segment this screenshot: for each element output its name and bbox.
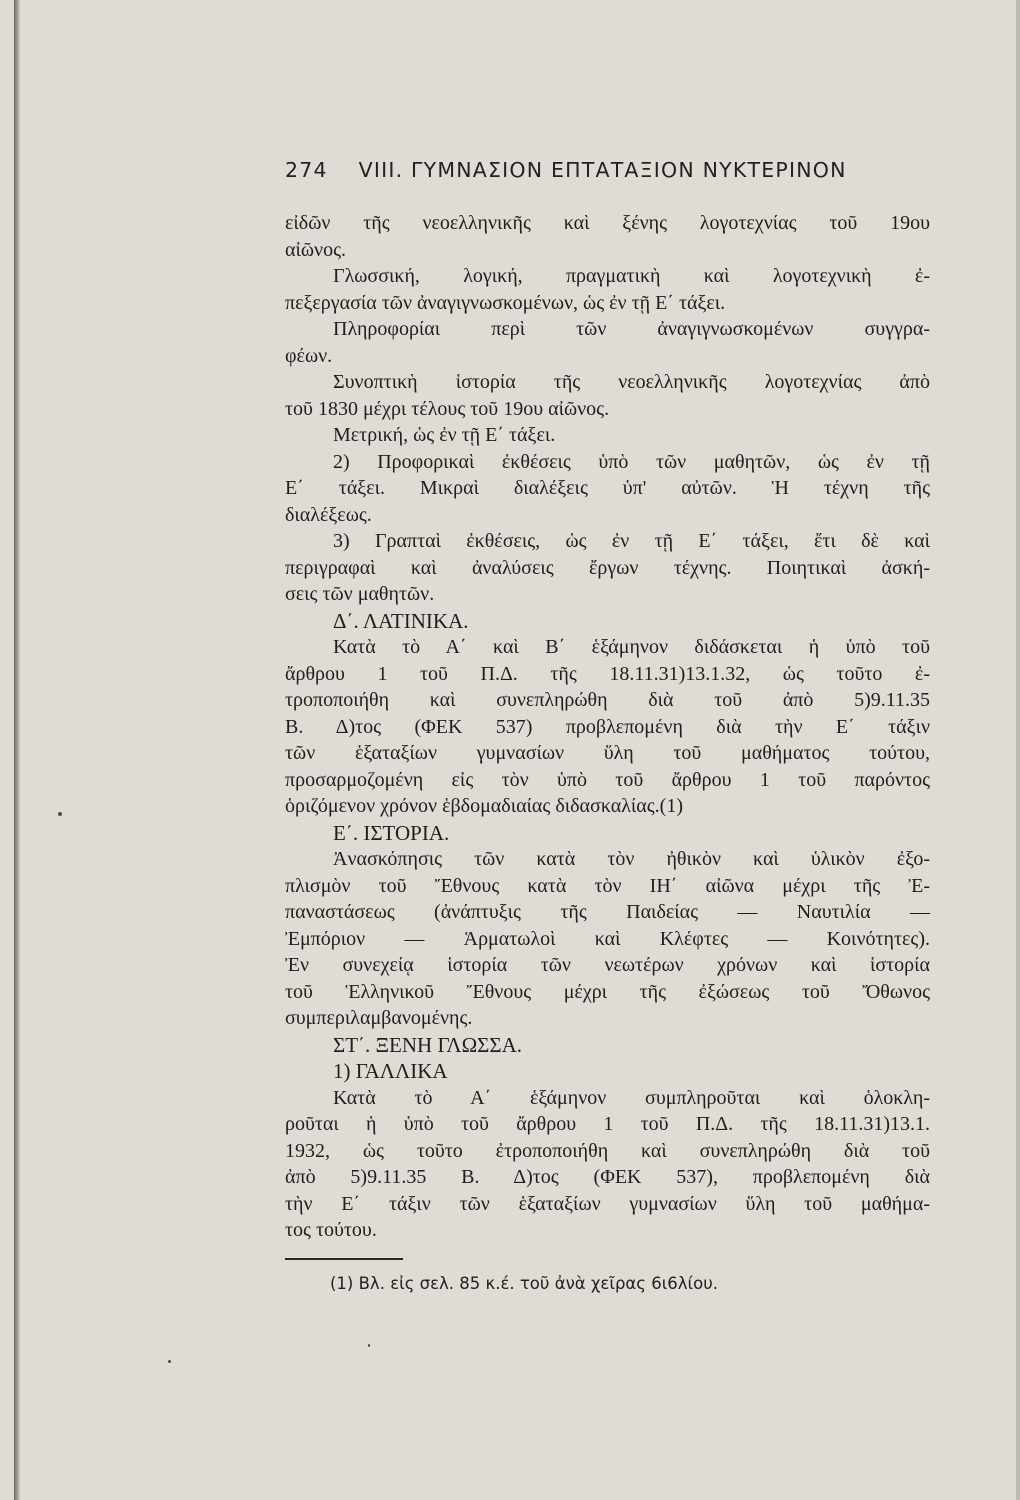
text-line: Β. Δ)τος (ΦΕΚ 537) προβλεπομένη διὰ τὴν Ε΄ τάξιν [285,715,930,738]
section-heading-foreign-language: ΣΤ΄. ΞΕΝΗ ΓΛΩΣΣΑ. [333,1032,523,1057]
text-line: ἀπὸ 5)9.11.35 Β. Δ)τος (ΦΕΚ 537), προβλεπομένη διὰ [285,1166,930,1188]
text-line: ὁριζόμενον χρόνον ἑβδομαδιαίας διδασκαλίας.(1) [285,795,683,817]
text-line: Ἀνασκόπησις τῶν κατὰ τὸν ἠθικὸν καὶ ὑλικὸν ἐξο- [333,848,930,870]
text-line: ροῦται ἡ ὑπὸ τοῦ ἄρθρου 1 τοῦ Π.Δ. τῆς 18.11.31)13.1. [285,1113,930,1135]
text-line: Κατὰ τὸ Α΄ καὶ Β΄ ἑξάμηνον διδάσκεται ἡ ὑπὸ τοῦ [333,636,930,658]
text-line: Συνοπτικὴ ἱστορία τῆς νεοελληνικῆς λογοτεχνίας ἀπὸ [333,371,930,393]
text-line: 2) Προφορικαὶ ἐκθέσεις ὑπὸ τῶν μαθητῶν, ὡς ἐν τῇ [333,450,930,473]
footnote: (1) Βλ. εἰς σελ. 85 κ.έ. τοῦ ἀνὰ χεῖρας 6ι6λίου. [330,1274,719,1293]
footnote-rule [285,1258,403,1260]
text-line: ἄρθρου 1 τοῦ Π.Δ. τῆς 18.11.31)13.1.32, ὡς τοῦτο ἐ- [285,662,930,685]
text-line: εἰδῶν τῆς νεοελληνικῆς καὶ ξένης λογοτεχνίας τοῦ 19ου [285,212,930,234]
text-line: παναστάσεως (ἀνάπτυξις τῆς Παιδείας — Ναυτιλία — [285,901,930,923]
text-line: Κατὰ τὸ Α΄ ἑξάμηνον συμπληροῦται καὶ ὁλοκλη- [333,1086,930,1109]
print-speck [368,1344,370,1347]
text-line: φέων. [285,344,333,367]
text-line: περιγραφαὶ καὶ ἀναλύσεις ἔργων τέχνης. Ποιητικαὶ ἀσκή- [285,556,930,579]
text-line: συμπεριλαμβανομένης. [285,1007,473,1029]
text-line: τῶν ἑξαταξίων γυμνασίων ὕλη τοῦ μαθήματος τούτου, [285,742,930,764]
page-binding-edge [14,0,20,1500]
print-speck [58,812,62,816]
print-speck [168,1360,171,1363]
text-line: Ἐμπόριον — Ἁρματωλοὶ καὶ Κλέφτες — Κοινότητες). [285,927,930,950]
body-text [285,210,930,1244]
text-line: τοῦ Ἑλληνικοῦ Ἔθνους μέχρι τῆς ἐξώσεως τοῦ Ὄθωνος [285,980,930,1003]
text-line: τοῦ 1830 μέχρι τέλους τοῦ 19ου αἰῶνος. [285,397,610,420]
text-line: τος τούτου. [285,1219,377,1241]
text-line: Γλωσσική, λογική, πραγματικὴ καὶ λογοτεχνικὴ ἐ- [333,265,930,287]
text-line: Ε΄ τάξει. Μικραὶ διαλέξεις ὑπ' αὐτῶν. Ἡ τέχνη τῆς [285,477,930,499]
text-line: τροποποιήθη καὶ συνεπληρώθη διὰ τοῦ ἀπὸ 5)9.11.35 [285,689,930,711]
text-line: σεις τῶν μαθητῶν. [285,583,435,605]
text-line: Πληροφορίαι περὶ τῶν ἀναγιγνωσκομένων συγγρα- [333,318,930,340]
page-right-edge [1016,0,1020,1500]
running-header [285,158,847,182]
page-number: 274 [285,158,328,182]
text-line: Μετρική, ὡς ἐν τῇ Ε΄ τάξει. [333,424,556,446]
text-line: Ἐν συνεχείᾳ ἱστορία τῶν νεωτέρων χρόνων καὶ ἱστορία [285,954,930,976]
text-line: τὴν Ε΄ τάξιν τῶν ἑξαταξίων γυμνασίων ὕλη τοῦ μαθήμα- [285,1192,930,1215]
text-line: πλισμὸν τοῦ Ἔθνους κατὰ τὸν ΙΗ΄ αἰῶνα μέχρι τῆς Ἐ- [285,874,930,897]
text-line: διαλέξεως. [285,503,372,526]
section-heading-history: Ε΄. ΙΣΤΟΡΙΑ. [333,820,450,845]
subsection-heading-french: 1) ΓΑΛΛΙΚΑ [333,1059,448,1083]
text-line: αἰῶνος. [285,238,346,261]
section-heading-latin: Δ΄. ΛΑΤΙΝΙΚΑ. [333,608,469,633]
text-line: 1932, ὡς τοῦτο ἐτροποποιήθη καὶ συνεπληρώθη διὰ τοῦ [285,1139,930,1162]
text-line: πεξεργασία τῶν ἀναγιγνωσκομένων, ὡς ἐν τῇ Ε΄ τάξει. [285,291,726,314]
text-line: προσαρμοζομένη εἰς τὸν ὑπὸ τοῦ ἄρθρου 1 τοῦ παρόντος [285,768,930,791]
chapter-title: VIII. ΓΥΜΝΑΣΙΟΝ ΕΠΤΑΤΑΞΙΟΝ ΝΥΚΤΕΡΙΝΟΝ [358,158,847,182]
text-line: 3) Γραπταὶ ἐκθέσεις, ὡς ἐν τῇ Ε΄ τάξει, ἔτι δὲ καὶ [333,530,930,552]
